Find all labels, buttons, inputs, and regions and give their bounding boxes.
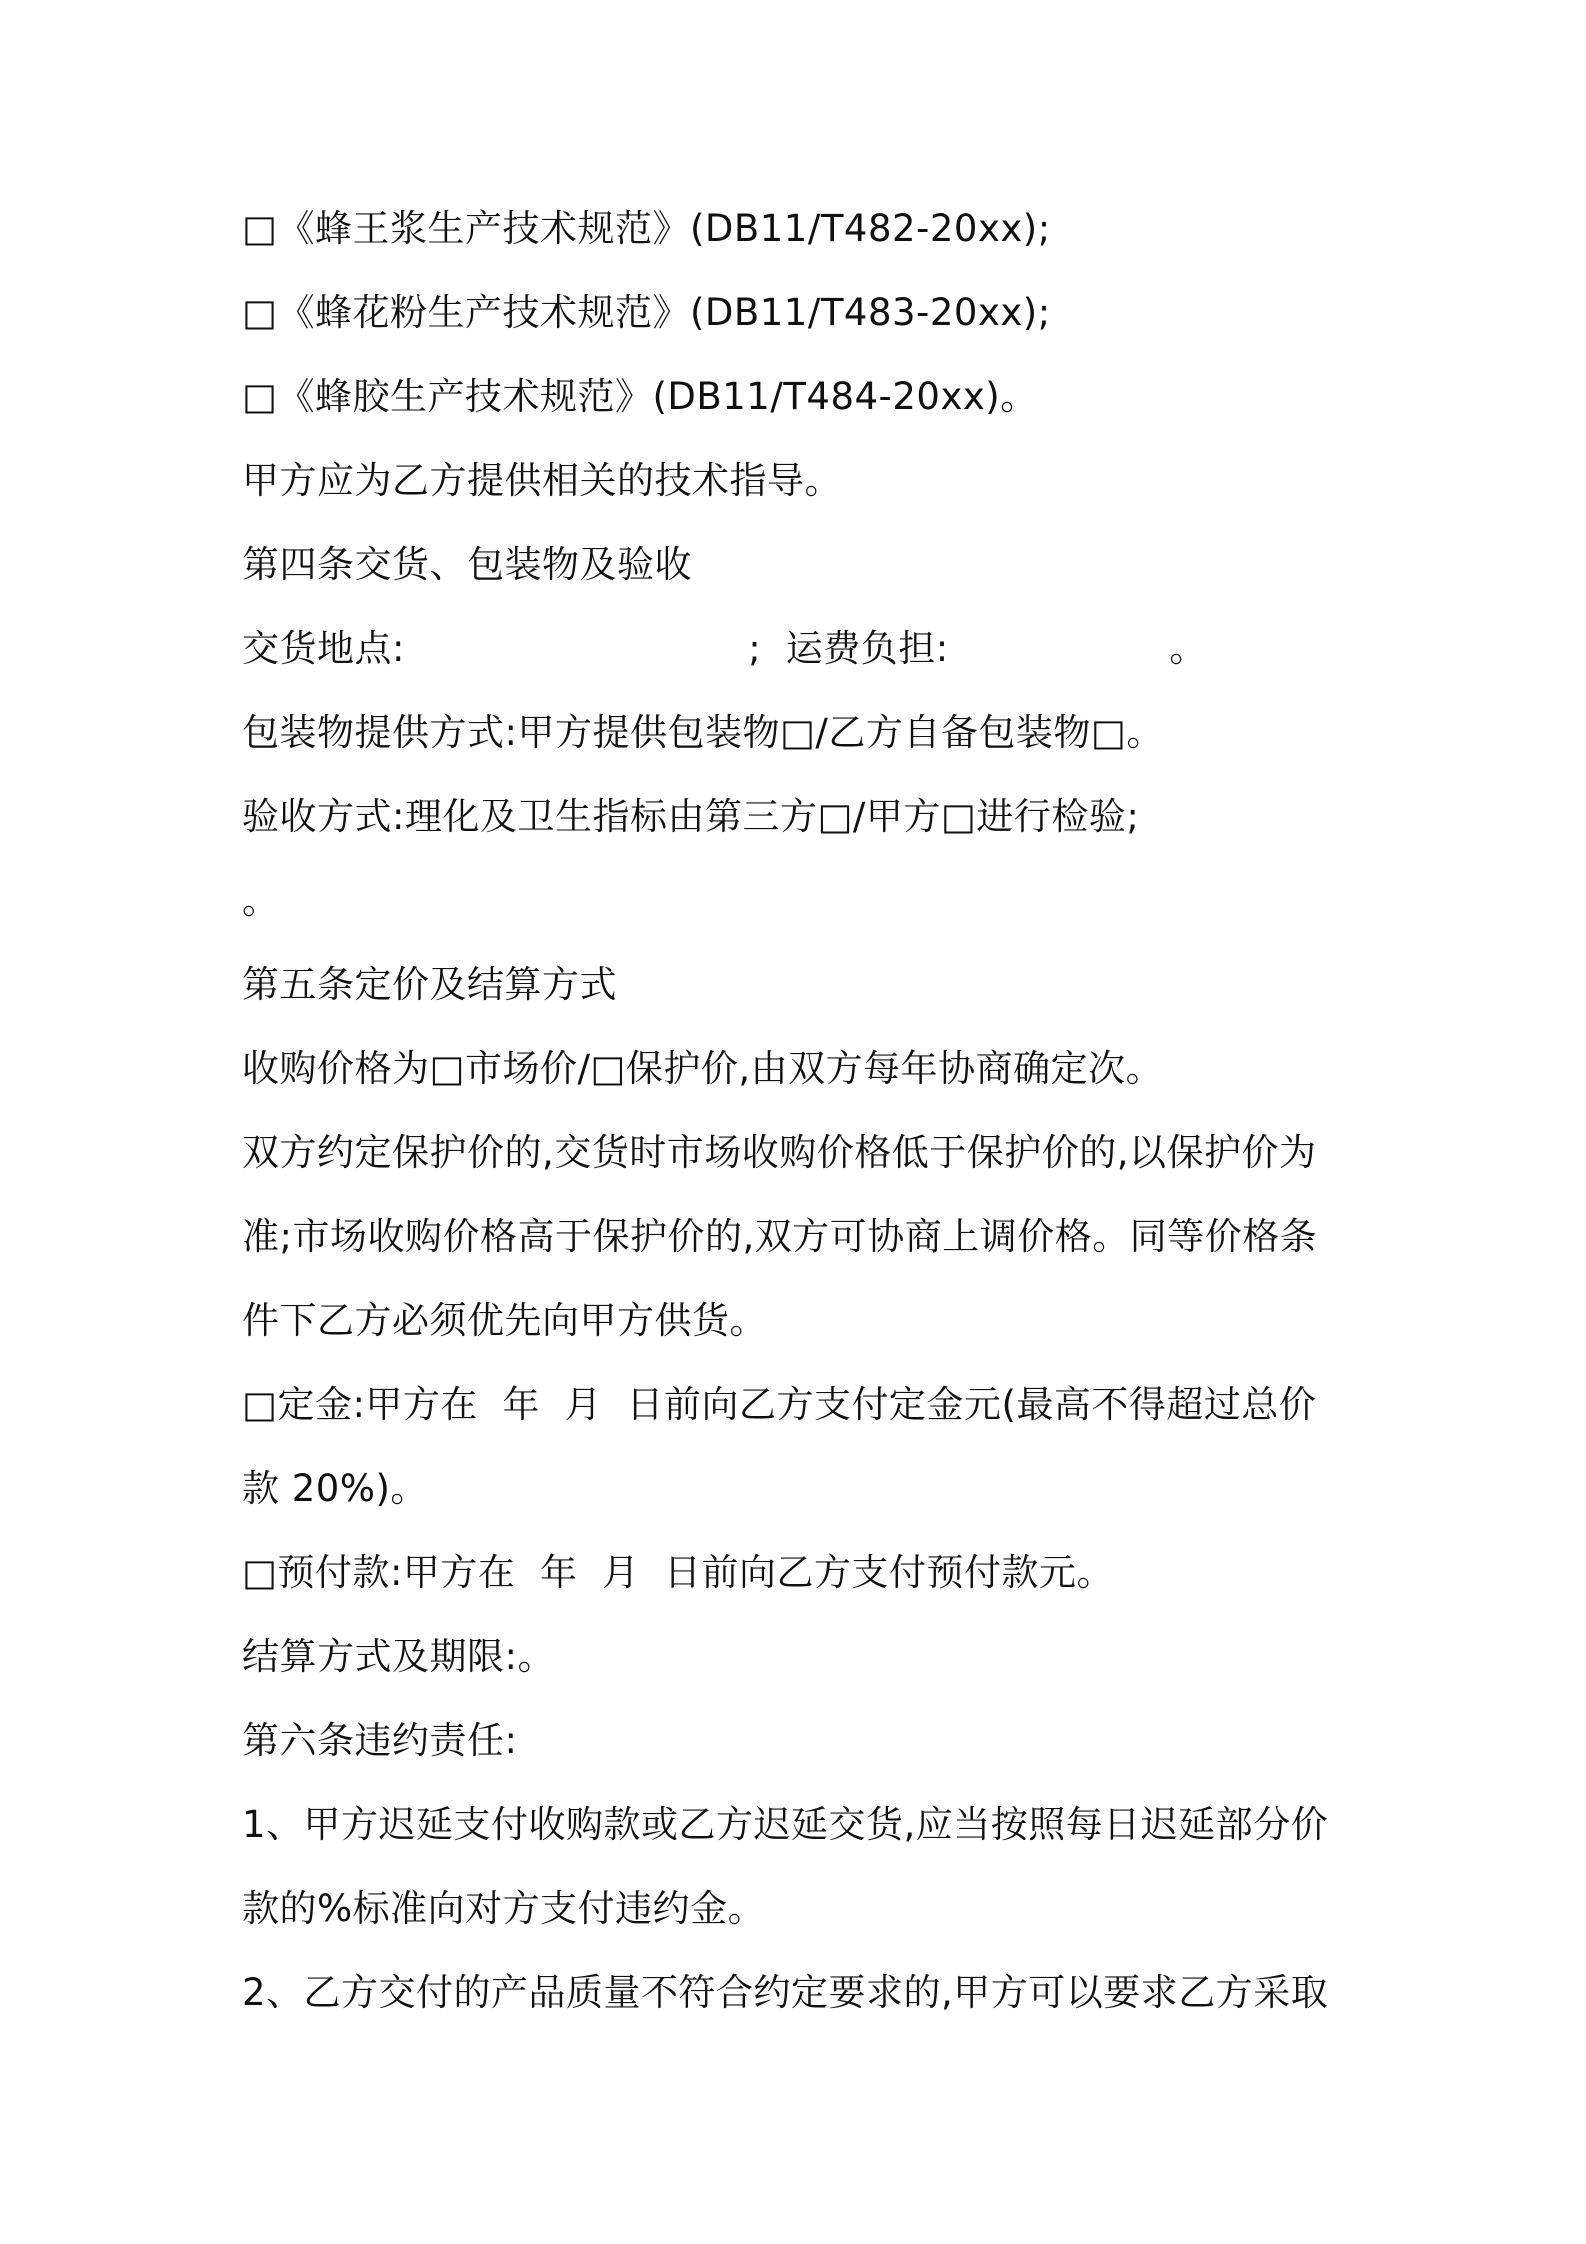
purchase-price-line [242,1045,1163,1093]
line-text: □《蜂胶生产技术规范》(DB11/T484-20xx)。 [242,375,1038,418]
breach-clause-1-line-1 [242,1801,1328,1849]
article-4-heading [242,541,692,589]
deposit-line-1 [242,1381,1316,1429]
line-text: 第六条违约责任: [242,1719,518,1762]
line-text: 交货地点: ; 运费负担: 。 [242,627,1207,670]
protection-price-line-2 [242,1213,1317,1261]
prepayment-line [242,1549,1114,1597]
line-text: 甲方应为乙方提供相关的技术指导。 [242,459,842,502]
protection-price-line-3 [242,1297,767,1345]
line-text: 验收方式:理化及卫生指标由第三方□/甲方□进行检验; [242,795,1140,838]
line-text: 双方约定保护价的,交货时市场收购价格低于保护价的,以保护价为 [242,1131,1317,1174]
line-text: 件下乙方必须优先向甲方供货。 [242,1299,767,1342]
line-text: 。 [242,879,280,922]
line-text: 款 20%)。 [242,1467,428,1510]
line-text: □《蜂花粉生产技术规范》(DB11/T483-20xx); [242,291,1051,334]
line-text: □预付款:甲方在 年 月 日前向乙方支付预付款元。 [242,1551,1114,1594]
line-text: 第五条定价及结算方式 [242,963,617,1006]
line-text: □《蜂王浆生产技术规范》(DB11/T482-20xx); [242,207,1051,250]
line-text: 包装物提供方式:甲方提供包装物□/乙方自备包装物□。 [242,711,1164,754]
breach-clause-2-line-1 [242,1969,1328,2017]
breach-clause-1-line-2 [242,1885,765,1933]
article-5-heading [242,961,617,1009]
line-text: 1、甲方迟延支付收购款或乙方迟延交货,应当按照每日迟延部分价 [242,1803,1329,1846]
clause-propolis-standard [242,373,1038,421]
line-text: 2、乙方交付的产品质量不符合约定要求的,甲方可以要求乙方采取 [242,1971,1329,2014]
line-text: 第四条交货、包装物及验收 [242,543,692,586]
deposit-line-2 [242,1465,428,1513]
clause-bee-pollen-standard [242,289,1051,337]
protection-price-line-1 [242,1129,1317,1177]
clause-royal-jelly-standard [242,205,1051,253]
line-text: 收购价格为□市场价/□保护价,由双方每年协商确定次。 [242,1047,1164,1090]
line-text: 结算方式及期限:。 [242,1635,555,1678]
packaging-method-line [242,709,1164,757]
clause-technical-guidance [242,457,842,505]
line-text: 准;市场收购价格高于保护价的,双方可协商上调价格。同等价格条 [242,1215,1318,1258]
inspection-method-line [242,793,1139,841]
article-6-heading [242,1717,517,1765]
inspection-continuation-line [242,877,280,925]
line-text: 款的%标准向对方支付违约金。 [242,1887,766,1930]
line-text: □定金:甲方在 年 月 日前向乙方支付定金元(最高不得超过总价 [242,1383,1317,1426]
settlement-line [242,1633,555,1681]
delivery-location-line [242,625,1207,673]
